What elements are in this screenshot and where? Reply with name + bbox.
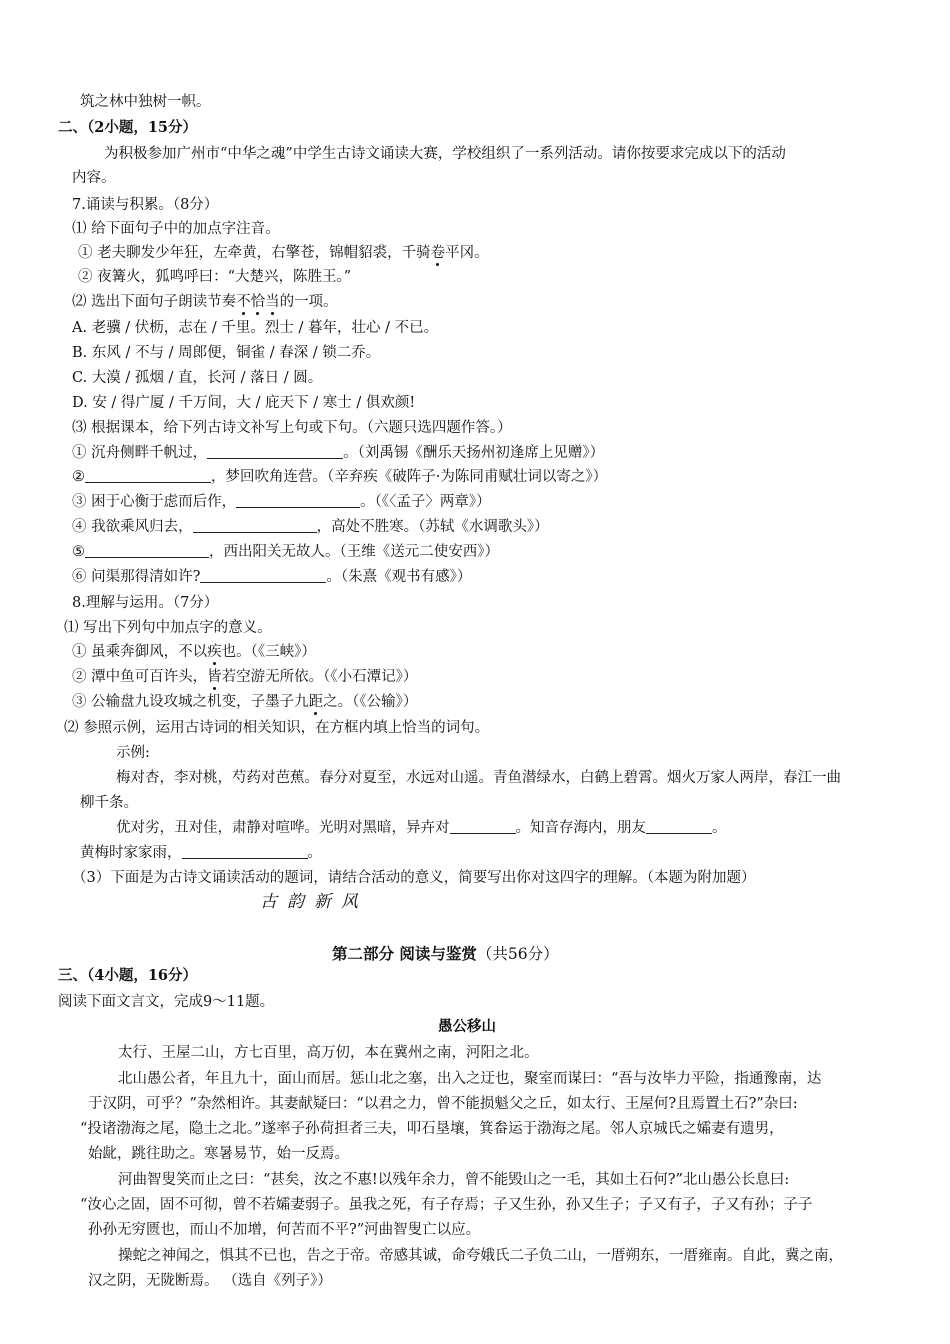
fill-item-2 [72,467,607,487]
couplet-line-2 [80,843,322,863]
text: 若空游无所依。（《小石潭记》） [221,669,418,685]
passage-line: 于汉阴，可乎？”杂然相许。其妻献疑曰：“以君之力，曾不能损魁父之丘，如太行、王屋何?且焉置土石?”杂曰: [88,1096,798,1112]
question-8-2: ⑵ 参照示例，运用古诗词的相关知识，在方框内填上恰当的词句。 [64,720,490,736]
couplet-line-1 [116,818,727,838]
passage-title: 愚公移山 [438,1018,496,1035]
text: ③ 公输盘九设攻城之机变，子墨子九 [72,694,309,710]
answer-blank[interactable] [207,444,343,459]
passage-paragraph: 北山愚公者，年且九十，面山而居。惩山北之塞，出入之迂也，聚室而谋曰：“吾与汝毕力平险，指通豫南，达 [118,1071,822,1087]
passage-line: “投诸渤海之尾，隐土之北。”遂率子孙荷担者三夫，叩石垦壤，箕畚运于渤海之尾。邻人京城氏之孀妻有遗男， [80,1121,784,1137]
text: 。知音存海内，朋友 [515,820,646,836]
answer-blank[interactable] [646,819,712,834]
q8-1-sentence-c [72,692,417,712]
passage-line: “汝心之固，固不可彻，曾不若孀妻弱子。虽我之死，有子存焉；子又生孙，孙又生子；子又有子，子又有孙；子子 [80,1197,813,1213]
dotted-char: 恰 [250,294,266,310]
text: ③ 困于心衡于虑而后作， [72,494,237,510]
q7-1-sentence-a [78,243,489,263]
q7-1-sentence-b: ② 夜篝火，狐鸣呼曰：“大楚兴，陈胜王。” [78,269,352,285]
dotted-char: 当 [265,294,280,310]
text: ，西出阳关无故人。（王维《送元二使安西》） [209,544,499,560]
answer-blank[interactable] [236,493,360,508]
option-b: B. 东风 / 不与 / 周郎便，铜雀 / 春深 / 锁二乔。 [72,345,381,361]
passage-line: 孙孙无穷匮也，而山不加增，何苦而不平?”河曲智叟亡以应。 [88,1222,481,1238]
dotted-char: 卷 [430,245,446,261]
question-8-3: （3）下面是为古诗文诵读活动的题词，请结合活动的意义，简要写出你对这四字的理解。（本题为附加题） [72,870,756,886]
q8-1-sentence-a [72,642,316,662]
question-7: 7.诵读与积累。（8分） [72,197,219,213]
dotted-char: 皆 [207,669,222,685]
option-c: C. 大漠 / 孤烟 / 直，长河 / 落日 / 圆。 [72,370,323,386]
question-7-1: ⑴ 给下面句子中的加点字注音。 [72,221,280,237]
text: 。（朱熹《观书有感》） [326,569,472,585]
passage-paragraph: 太行、王屋二山，方七百里，高万仞，本在冀州之南，河阳之北。 [118,1045,539,1061]
answer-blank[interactable] [193,518,317,533]
answer-blank[interactable] [85,543,209,558]
section-two-intro-cont: 内容。 [72,170,116,186]
dotted-char: 不 [236,294,251,310]
section-three-intro: 阅读下面文言文，完成9～11题。 [58,994,275,1010]
question-8: 8.理解与运用。（7分） [72,595,219,611]
text: 黄梅时家家雨， [80,845,182,861]
passage-line: 始龀，跳往助之。寒暑易节，始一反焉。 [88,1146,349,1162]
passage-paragraph: 操蛇之神闻之，惧其不已也，告之于帝。帝感其诚，命夸娥氏二子负二山，一厝朔东，一厝雍南。自此，冀之南， [118,1248,843,1264]
passage-paragraph: 河曲智叟笑而止之曰：“甚矣，汝之不惠!以残年余力，曾不能毁山之一毛，其如土石何?”北山愚公长息曰: [118,1172,790,1188]
question-7-3: ⑶ 根据课本，给下列古诗文补写上句或下句。（六题只选四题作答。） [72,420,512,436]
text: ① 虽乘奔御风，不以 [72,644,208,660]
text: 。 [712,820,727,836]
fill-item-5 [72,542,499,562]
text: 第二部分 阅读与鉴赏 [332,944,477,963]
fill-item-4 [72,517,549,537]
q8-1-sentence-b [72,667,417,687]
option-d: D. 安 / 得广厦 / 千万间，大 / 庇天下 / 寒士 / 俱欢颜! [72,395,416,411]
answer-blank[interactable] [200,568,326,583]
answer-blank[interactable] [85,468,211,483]
dotted-char: 疾 [207,644,222,660]
text: 。（《〈孟子〉两章》） [360,494,491,510]
text: 的一项。 [279,294,338,310]
fill-item-1 [72,443,604,463]
motto: 古韵新风 [260,892,368,912]
text: ① 沉舟侧畔千帆过， [72,445,208,461]
dotted-char: 距 [308,694,324,710]
text: （共56分） [476,945,559,963]
text: ② 潭中鱼可百许头， [72,669,208,685]
text: 之。（《公输》） [323,694,418,710]
text: ，梦回吹角连营。（辛弃疾《破阵子·为陈同甫赋壮词以寄之》） [211,469,608,485]
fill-item-6 [72,567,471,587]
fill-item-3 [72,492,491,512]
text: ⑤ [72,544,85,560]
text: 也。（《三峡》） [221,644,316,660]
section-three-heading: 三、（4小题，16分） [58,967,198,984]
text: 。（刘禹锡《酬乐天扬州初逢席上见赠》） [343,445,605,461]
option-a: A. 老骥 / 伏枥，志在 / 千里。烈士 / 暮年，壮心 / 不已。 [72,320,439,336]
question-8-1: ⑴ 写出下列句中加点字的意义。 [64,620,272,636]
text: ④ 我欲乘风归去， [72,519,193,535]
text: ⑥ 问渠那得清如许? [72,569,201,585]
passage-line: 汉之阴，无陇断焉。 （选自《列子》） [88,1273,332,1289]
text: 平冈。 [445,245,489,261]
part-two-title [332,944,559,964]
text: 优对劣，丑对佳，肃静对喧哗。光明对黑暗，异卉对 [116,820,450,836]
text: 。 [307,845,322,861]
section-two-heading: 二、（2小题，15分） [58,119,198,136]
example-line: 梅对杏，李对桃，芍药对芭蕉。春分对夏至，水远对山遥。青鱼潜绿水，白鹤上碧霄。烟火万家人两岸，春江一曲 [116,770,841,786]
continued-text: 筑之林中独树一帜。 [80,94,211,110]
text: ① 老夫聊发少年狂，左牵黄，右擎苍，锦帽貂裘，千骑 [78,245,431,261]
answer-blank[interactable] [182,844,308,859]
answer-blank[interactable] [450,819,516,834]
text: ⑵ 选出下面句子朗读节奏 [72,294,237,310]
text: ② [72,469,85,485]
example-line: 柳千条。 [80,795,138,811]
text: ，高处不胜寒。（苏轼《水调歌头》） [316,519,549,535]
section-two-intro: 为积极参加广州市“中华之魂”中学生古诗文诵读大赛，学校组织了一系列活动。请你按要求完成以下的活动 [104,146,786,162]
example-label: 示例: [116,745,150,761]
question-7-2 [72,292,338,312]
